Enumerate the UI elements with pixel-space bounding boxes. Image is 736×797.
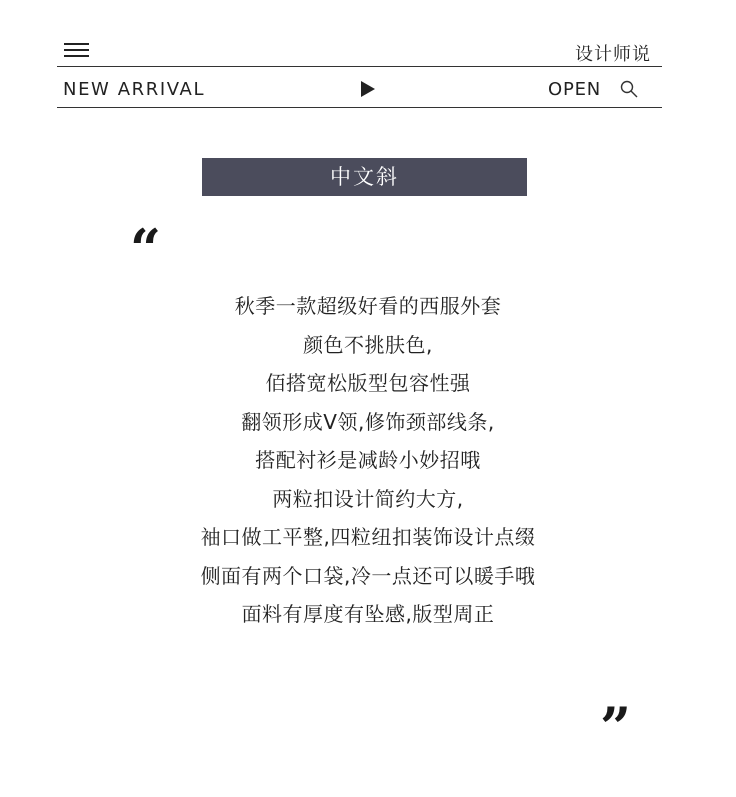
close-quote-mark: ” [600, 695, 632, 759]
description-line: 秋季一款超级好看的西服外套 [234, 294, 502, 318]
description-line: 翻领形成V领,修饰颈部线条, [241, 409, 495, 434]
description-line: 佰搭宽松版型包容性强 [265, 371, 471, 395]
brand-title: 设计师说 [575, 44, 651, 65]
description-line: 面料有厚度有坠感,版型周正 [241, 602, 495, 626]
open-link[interactable]: OPEN [548, 79, 602, 100]
play-icon[interactable] [361, 81, 375, 97]
open-quote-mark: “ [130, 217, 162, 281]
description-line: 袖口做工平整,四粒纽扣装饰设计点缀 [200, 525, 536, 549]
description-line: 颜色不挑肤色, [303, 332, 433, 357]
section-title-bar: 中文斜 [202, 158, 527, 196]
search-icon[interactable] [620, 80, 638, 98]
product-description [0, 287, 736, 634]
description-line: 搭配衬衫是减龄小妙招哦 [255, 448, 481, 472]
hamburger-menu-icon[interactable] [64, 43, 89, 58]
description-line: 两粒扣设计简约大方, [272, 486, 464, 511]
description-line: 侧面有两个口袋,冷一点还可以暖手哦 [200, 563, 536, 588]
new-arrival-link[interactable]: NEW ARRIVAL [63, 79, 206, 100]
header-divider-top [57, 66, 662, 67]
header-divider-bottom [57, 107, 662, 108]
